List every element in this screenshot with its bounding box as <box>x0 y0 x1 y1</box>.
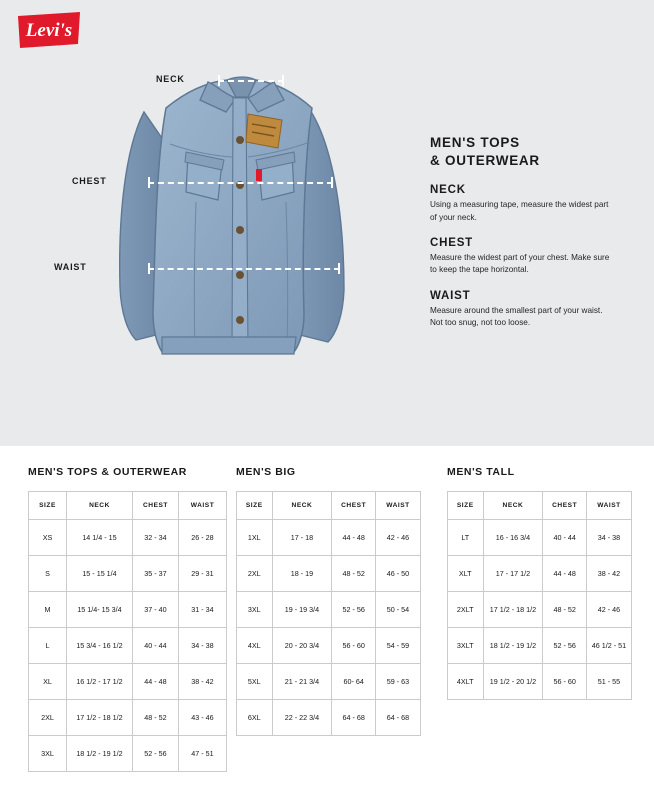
cell-size: 2XLT <box>448 592 484 628</box>
cell-neck: 18 1/2 - 19 1/2 <box>483 628 543 664</box>
instruction-heading-chest: CHEST <box>430 237 474 250</box>
cell-size: S <box>29 556 67 592</box>
waist-dash-line <box>148 268 340 270</box>
table-row <box>448 520 632 556</box>
cell-waist: 50 - 54 <box>375 592 420 628</box>
cell-chest: 56 - 60 <box>332 628 376 664</box>
column-header-chest: CHEST <box>133 492 179 520</box>
cell-waist: 31 - 34 <box>179 592 227 628</box>
size-table-tops-outerwear <box>28 466 228 772</box>
cell-size: 3XL <box>29 736 67 772</box>
cell-size: 2XL <box>29 700 67 736</box>
size-table <box>447 491 632 700</box>
column-header-neck: NECK <box>67 492 133 520</box>
cell-neck: 18 - 19 <box>272 556 332 592</box>
cell-neck: 15 1/4- 15 3/4 <box>67 592 133 628</box>
column-header-size: SIZE <box>448 492 484 520</box>
size-table <box>28 491 227 772</box>
cell-size: XLT <box>448 556 484 592</box>
measurement-instructions <box>430 134 616 342</box>
cell-size: 4XL <box>237 628 273 664</box>
cell-chest: 35 - 37 <box>133 556 179 592</box>
instruction-body-chest: Measure the widest part of your chest. Make sure to keep the tape horizontal. <box>430 253 610 275</box>
cell-waist: 59 - 63 <box>375 664 420 700</box>
cell-neck: 15 3/4 - 16 1/2 <box>67 628 133 664</box>
table-row <box>29 592 227 628</box>
table-row <box>237 556 421 592</box>
cell-chest: 32 - 34 <box>133 520 179 556</box>
cell-chest: 48 - 52 <box>543 592 587 628</box>
neck-label: NECK <box>156 74 185 84</box>
cell-neck: 17 - 18 <box>272 520 332 556</box>
table-row <box>29 700 227 736</box>
cell-waist: 38 - 42 <box>179 664 227 700</box>
info-title <box>430 134 616 170</box>
cell-waist: 38 - 42 <box>586 556 631 592</box>
table-header-row <box>237 492 421 520</box>
waist-tick-right <box>338 263 340 274</box>
cell-chest: 52 - 56 <box>133 736 179 772</box>
cell-chest: 40 - 44 <box>133 628 179 664</box>
column-header-size: SIZE <box>237 492 273 520</box>
neck-tick-left <box>218 75 220 86</box>
column-header-waist: WAIST <box>375 492 420 520</box>
cell-neck: 16 - 16 3/4 <box>483 520 543 556</box>
cell-chest: 44 - 48 <box>332 520 376 556</box>
column-header-chest: CHEST <box>332 492 376 520</box>
cell-size: M <box>29 592 67 628</box>
instruction-body-waist: Measure around the smallest part of your waist. Not too snug, not too loose. <box>430 305 603 327</box>
chest-dash-line <box>148 182 333 184</box>
cell-chest: 40 - 44 <box>543 520 587 556</box>
table-row <box>29 520 227 556</box>
table-row <box>29 556 227 592</box>
cell-size: 3XLT <box>448 628 484 664</box>
cell-chest: 56 - 60 <box>543 664 587 700</box>
cell-chest: 60- 64 <box>332 664 376 700</box>
cell-size: 4XLT <box>448 664 484 700</box>
cell-waist: 46 1/2 - 51 <box>586 628 631 664</box>
table-row <box>237 700 421 736</box>
neck-dash-line <box>218 80 284 82</box>
cell-waist: 64 - 68 <box>375 700 420 736</box>
table-row <box>237 520 421 556</box>
chest-label: CHEST <box>72 176 107 186</box>
cell-waist: 34 - 38 <box>179 628 227 664</box>
cell-size: 5XL <box>237 664 273 700</box>
cell-waist: 47 - 51 <box>179 736 227 772</box>
column-header-waist: WAIST <box>179 492 227 520</box>
table-row <box>29 664 227 700</box>
cell-waist: 51 - 55 <box>586 664 631 700</box>
cell-chest: 44 - 48 <box>133 664 179 700</box>
cell-waist: 29 - 31 <box>179 556 227 592</box>
cell-waist: 54 - 59 <box>375 628 420 664</box>
cell-size: L <box>29 628 67 664</box>
waist-tick-left <box>148 263 150 274</box>
levis-logo[interactable] <box>16 10 82 50</box>
table-row <box>237 664 421 700</box>
cell-chest: 48 - 52 <box>133 700 179 736</box>
cell-size: 6XL <box>237 700 273 736</box>
info-title-line1: MEN'S TOPS <box>430 135 520 150</box>
cell-chest: 48 - 52 <box>332 556 376 592</box>
cell-chest: 44 - 48 <box>543 556 587 592</box>
table-row <box>237 592 421 628</box>
size-table-title: MEN'S TOPS & OUTERWEAR <box>28 466 187 478</box>
column-header-chest: CHEST <box>543 492 587 520</box>
table-row <box>29 736 227 772</box>
size-tables-section <box>0 446 654 800</box>
cell-neck: 17 1/2 - 18 1/2 <box>67 700 133 736</box>
cell-waist: 43 - 46 <box>179 700 227 736</box>
cell-waist: 46 - 50 <box>375 556 420 592</box>
column-header-size: SIZE <box>29 492 67 520</box>
chest-tick-left <box>148 177 150 188</box>
table-row <box>448 556 632 592</box>
cell-neck: 21 - 21 3/4 <box>272 664 332 700</box>
table-row <box>448 628 632 664</box>
instruction-body-neck: Using a measuring tape, measure the widest part of your neck. <box>430 200 609 222</box>
size-table-tall <box>447 466 632 700</box>
size-table-big <box>236 466 421 736</box>
cell-neck: 22 - 22 3/4 <box>272 700 332 736</box>
cell-size: LT <box>448 520 484 556</box>
neck-tick-right <box>282 75 284 86</box>
table-header-row <box>448 492 632 520</box>
column-header-neck: NECK <box>272 492 332 520</box>
cell-neck: 14 1/4 - 15 <box>67 520 133 556</box>
column-header-neck: NECK <box>483 492 543 520</box>
cell-size: 1XL <box>237 520 273 556</box>
cell-waist: 26 - 28 <box>179 520 227 556</box>
chest-tick-right <box>331 177 333 188</box>
size-table-title: MEN'S TALL <box>447 466 515 478</box>
size-table-title: MEN'S BIG <box>236 466 296 478</box>
cell-neck: 16 1/2 - 17 1/2 <box>67 664 133 700</box>
table-row <box>448 664 632 700</box>
table-row <box>237 628 421 664</box>
waist-label: WAIST <box>54 262 87 272</box>
cell-chest: 52 - 56 <box>543 628 587 664</box>
cell-neck: 15 - 15 1/4 <box>67 556 133 592</box>
info-title-line2: & OUTERWEAR <box>430 153 540 169</box>
cell-neck: 20 - 20 3/4 <box>272 628 332 664</box>
cell-chest: 37 - 40 <box>133 592 179 628</box>
cell-size: XS <box>29 520 67 556</box>
size-table <box>236 491 421 736</box>
instruction-heading-neck: NECK <box>430 184 466 197</box>
cell-waist: 34 - 38 <box>586 520 631 556</box>
cell-neck: 18 1/2 - 19 1/2 <box>67 736 133 772</box>
svg-text:Levi's: Levi's <box>25 20 73 41</box>
cell-size: 3XL <box>237 592 273 628</box>
table-row <box>448 592 632 628</box>
jacket-illustration <box>96 52 396 422</box>
cell-waist: 42 - 46 <box>586 592 631 628</box>
cell-size: 2XL <box>237 556 273 592</box>
cell-chest: 64 - 68 <box>332 700 376 736</box>
cell-waist: 42 - 46 <box>375 520 420 556</box>
cell-neck: 17 - 17 1/2 <box>483 556 543 592</box>
instruction-heading-waist: WAIST <box>430 289 471 302</box>
table-row <box>29 628 227 664</box>
cell-neck: 17 1/2 - 18 1/2 <box>483 592 543 628</box>
cell-neck: 19 1/2 - 20 1/2 <box>483 664 543 700</box>
column-header-waist: WAIST <box>586 492 631 520</box>
cell-size: XL <box>29 664 67 700</box>
table-header-row <box>29 492 227 520</box>
cell-neck: 19 - 19 3/4 <box>272 592 332 628</box>
cell-chest: 52 - 56 <box>332 592 376 628</box>
